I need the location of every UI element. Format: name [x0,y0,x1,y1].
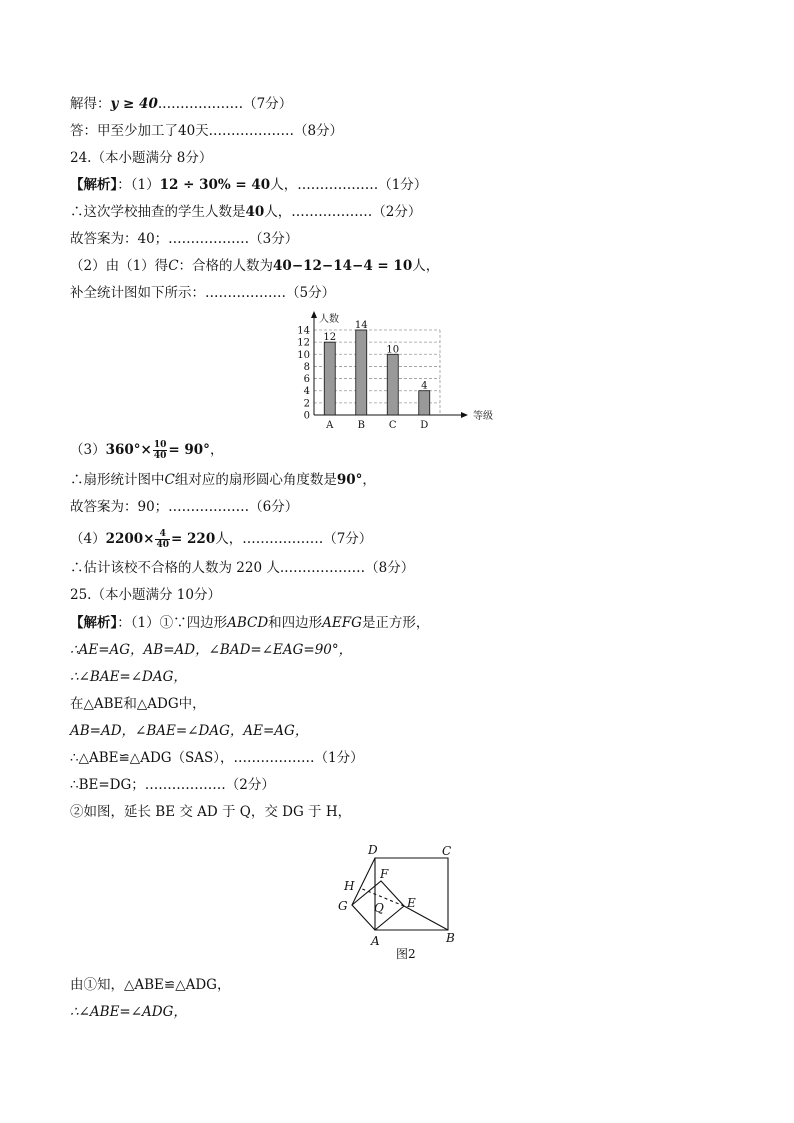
q25-part2-reference: 由①知，△ABE≌△ADG， [70,977,231,993]
x-tick-A: A [326,420,334,431]
answer-line: 答：甲至少加工了40天.………………（8分） [70,123,344,139]
q24-part1-conclusion: ∴这次学校抽查的学生人数是40人，………………（2分） [70,204,422,220]
bar-value-A: 12 [323,332,337,344]
q25-step-equal-angles: ∴∠BAE=∠DAG， [70,669,187,685]
q25-part1: 【解析】：（1）①∵四边形ABCD和四边形AEFG是正方形， [70,615,430,631]
y-tick-6: 6 [303,374,310,386]
y-axis-arrow [311,311,317,318]
figure-2-caption: 图2 [396,947,416,961]
q25-part2-angles: ∴∠ABE=∠ADG， [70,1004,187,1020]
y-tick-0: 0 [303,410,310,422]
y-tick-4: 4 [303,386,310,398]
bar-A [324,342,335,415]
q25-step-conditions: AB=AD，∠BAE=∠DAG，AE=AG， [70,723,309,739]
bar-C [387,354,398,415]
y-tick-14: 14 [297,325,310,337]
solution-line: 解得：y ≥ 40.………………（7分） [70,96,293,112]
y-tick-2: 2 [303,398,310,410]
x-tick-C: C [388,420,397,431]
label-g: G [338,899,348,913]
q24-part4: （4）2200× $\frac{4}{40}$ = 220人，………………（7分） [70,529,373,550]
x-axis-arrow [461,412,468,418]
q25-step-congruent: ∴△ABE≌△ADG（SAS），………………（1分） [70,750,364,766]
label-d: D [368,843,378,857]
label-c: C [442,844,452,858]
fraction-10-40: $\frac{10}{40}$ [153,440,167,461]
label-b: B [446,931,455,945]
q24-part3-conclusion: ∴扇形统计图中C组对应的扇形圆心角度数是90°， [70,472,376,488]
bar-value-C: 10 [386,344,400,356]
bar-D [419,391,430,415]
q24-part3: （3）360°× $\frac{10}{40}$ = 90°， [70,440,224,461]
bar-value-B: 14 [354,320,368,331]
bar-value-D: 4 [421,380,428,392]
q25-step-equal-sides: ∴AE=AG，AB=AD，∠BAD=∠EAG=90°， [70,642,353,658]
label-f: F [380,867,389,881]
q25-step-triangles: 在△ABE和△ADG中， [70,696,206,712]
bar-chart [290,308,510,433]
label-a: A [371,934,380,948]
y-tick-12: 12 [297,337,310,349]
bar-B [356,330,367,415]
label-q: Q [374,901,384,915]
q24-part2-chart-intro: 补全统计图如下所示：………………（5分） [70,285,336,301]
segment-dg [352,858,375,905]
fraction-4-40: $\frac{4}{40}$ [156,529,170,550]
q24-part4-conclusion: ∴估计该校不合格的人数为 220 人.………………（8分） [70,560,415,576]
y-tick-10: 10 [297,349,310,361]
q25-step-be-dg: ∴BE=DG；………………（2分） [70,777,275,793]
figure-2 [330,838,470,963]
q24-part1: 【解析】：（1）12 ÷ 30% = 40人，………………（1分） [70,177,428,193]
question-25-heading: 25.（本小题满分 10分） [70,587,221,603]
x-tick-B: B [357,420,365,431]
q24-answer-3: 故答案为：90；………………（6分） [70,499,299,515]
q24-answer-1: 故答案为：40；………………（3分） [70,231,299,247]
label-h: H [344,879,355,893]
label-e: E [407,896,416,910]
q24-part2: （2）由（1）得C：合格的人数为40−12−14−4 = 10人， [70,258,440,274]
x-axis-label: 等级 [473,411,493,422]
y-tick-8: 8 [303,361,310,373]
x-tick-D: D [420,420,429,431]
question-24-heading: 24.（本小题满分 8分） [70,150,213,166]
q25-part1-2: ②如图，延长 BE 交 AD 于 Q，交 DG 于 H， [70,804,352,820]
y-axis-label: 人数 [319,314,339,325]
